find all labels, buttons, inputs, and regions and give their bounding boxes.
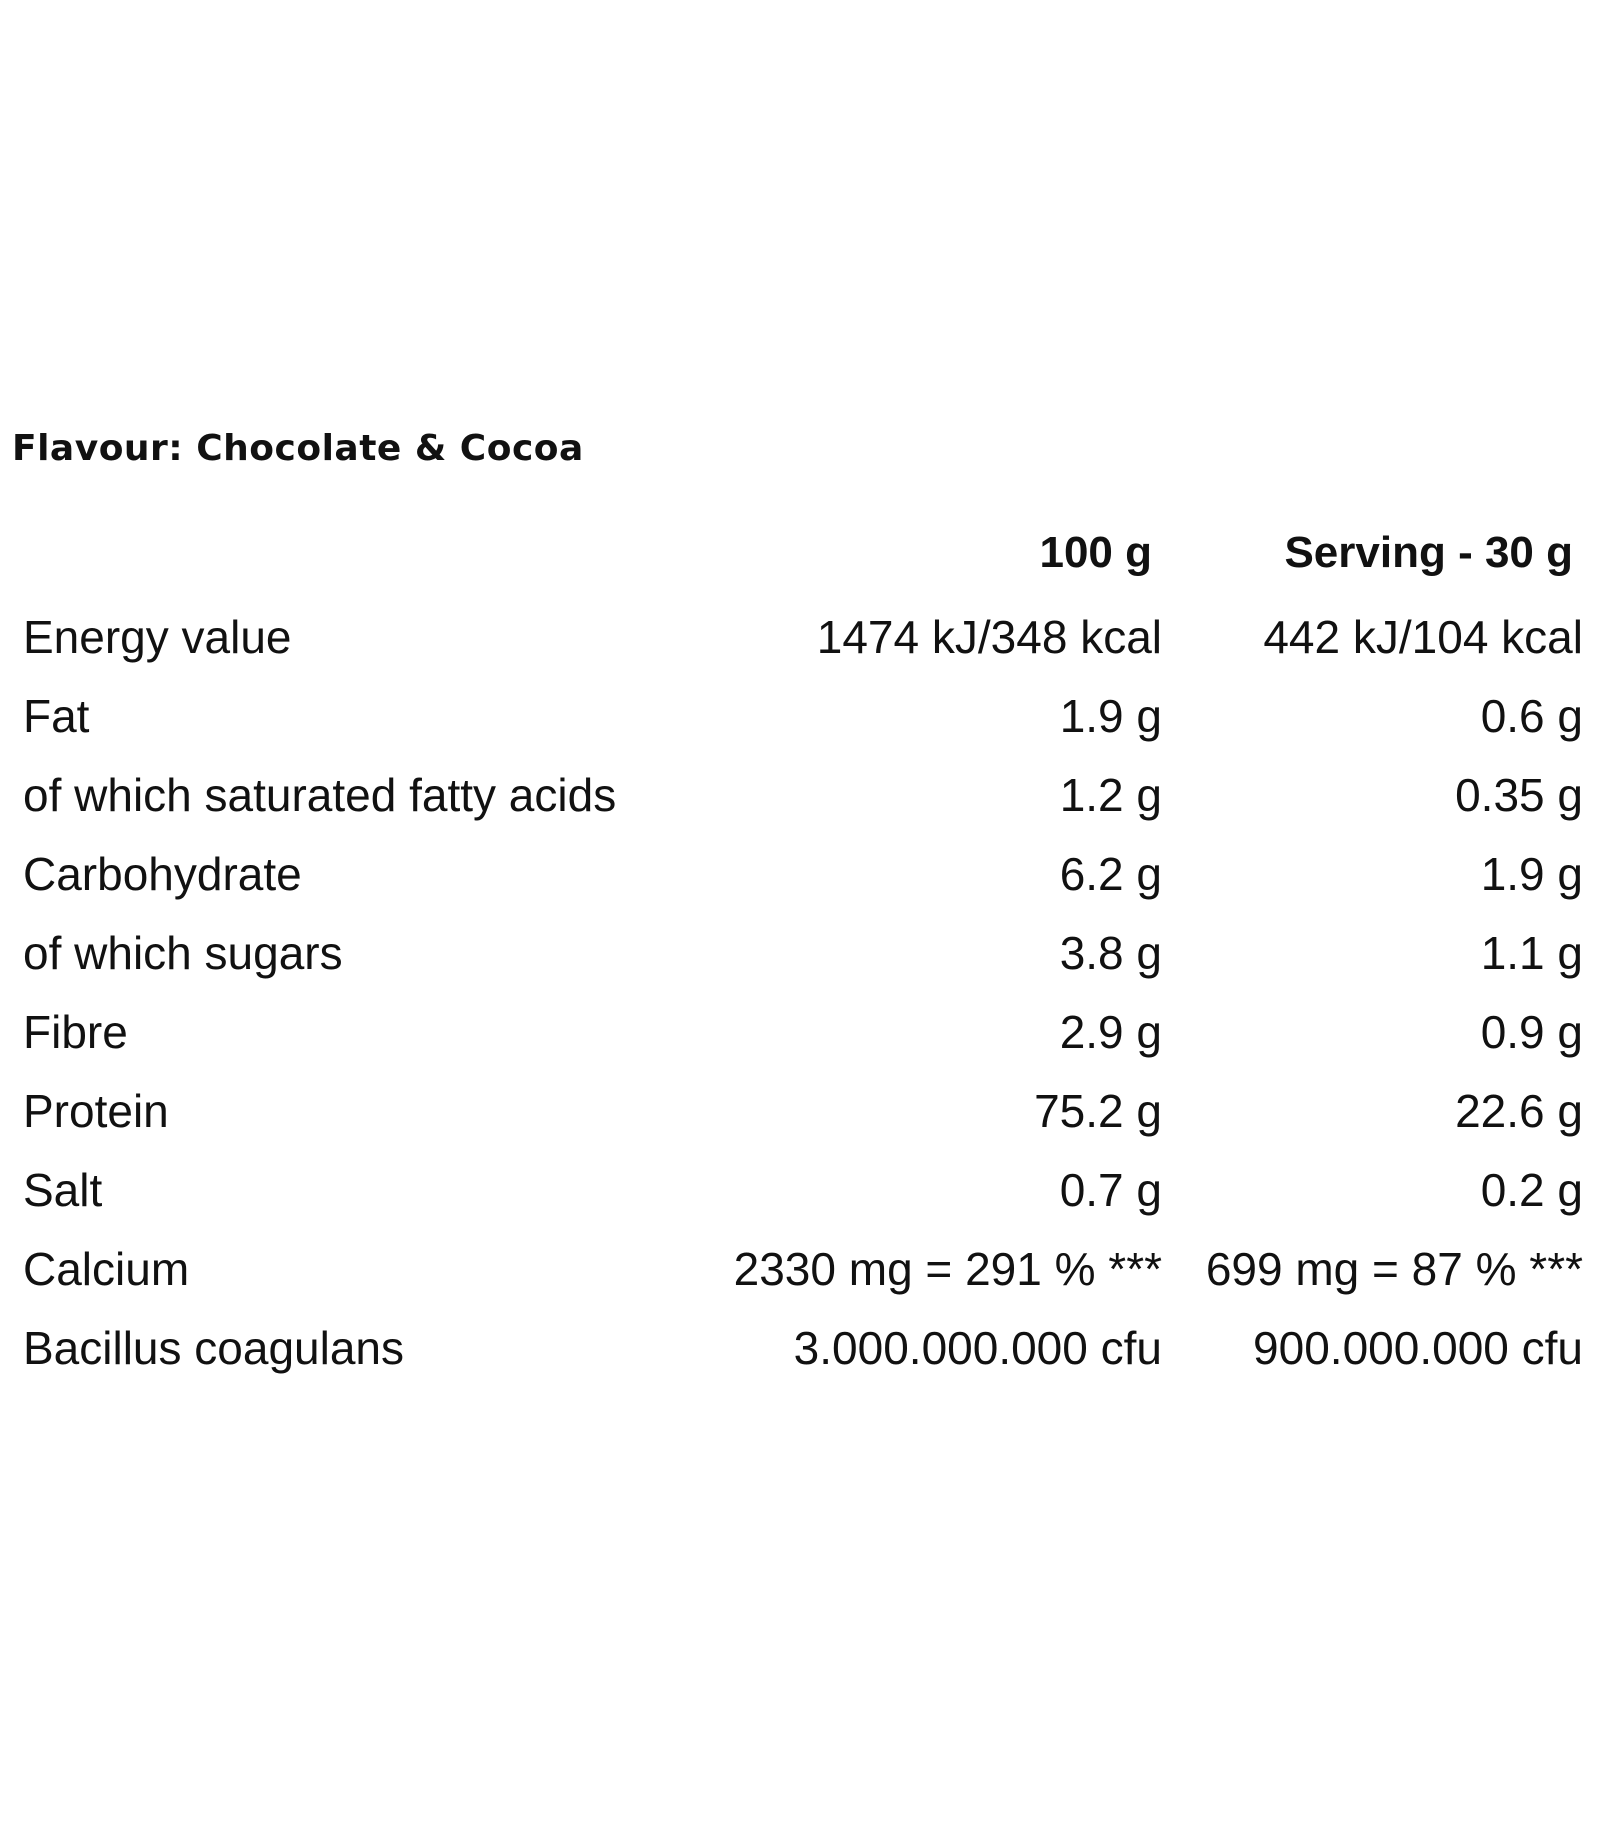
value-per-serving: 22.6 g bbox=[1455, 1085, 1583, 1137]
value-per-serving: 442 kJ/104 kcal bbox=[1263, 611, 1583, 663]
value-per-100g: 75.2 g bbox=[1034, 1085, 1162, 1137]
table-row bbox=[0, 598, 1600, 677]
nutrient-label: Fat bbox=[23, 690, 90, 742]
value-per-serving: 0.9 g bbox=[1480, 1006, 1583, 1058]
header-per-100g: 100 g bbox=[1039, 528, 1152, 577]
table-row bbox=[0, 1151, 1600, 1230]
nutrient-label: Fibre bbox=[23, 1006, 128, 1058]
value-per-serving: 1.9 g bbox=[1480, 848, 1583, 900]
nutrient-label: Energy value bbox=[23, 611, 292, 663]
value-per-100g: 2.9 g bbox=[1059, 1006, 1162, 1058]
value-per-100g: 0.7 g bbox=[1059, 1164, 1162, 1216]
nutrient-label: Bacillus coagulans bbox=[23, 1322, 405, 1374]
table-row bbox=[0, 835, 1600, 914]
nutrient-label: of which saturated fatty acids bbox=[23, 769, 617, 821]
value-per-100g: 1.2 g bbox=[1059, 769, 1162, 821]
table-row bbox=[0, 1072, 1600, 1151]
value-per-100g: 3.8 g bbox=[1059, 927, 1162, 979]
nutrition-table bbox=[0, 518, 1600, 1388]
value-per-100g: 6.2 g bbox=[1059, 848, 1162, 900]
table-header-row bbox=[0, 518, 1600, 588]
value-per-serving: 699 mg = 87 % *** bbox=[1205, 1243, 1583, 1295]
nutrient-label: Protein bbox=[23, 1085, 169, 1137]
flavour-title: Flavour: Chocolate & Cocoa bbox=[12, 428, 584, 469]
table-row bbox=[0, 914, 1600, 993]
value-per-serving: 900.000.000 cfu bbox=[1253, 1322, 1583, 1374]
table-row bbox=[0, 1230, 1600, 1309]
header-per-serving: Serving - 30 g bbox=[1284, 528, 1573, 577]
table-row bbox=[0, 756, 1600, 835]
nutrient-label: Salt bbox=[23, 1164, 103, 1216]
value-per-100g: 1.9 g bbox=[1059, 690, 1162, 742]
nutrient-label: Carbohydrate bbox=[23, 848, 302, 900]
table-row bbox=[0, 1309, 1600, 1388]
value-per-100g: 2330 mg = 291 % *** bbox=[733, 1243, 1162, 1295]
value-per-serving: 0.35 g bbox=[1455, 769, 1583, 821]
value-per-100g: 1474 kJ/348 kcal bbox=[816, 611, 1162, 663]
nutrient-label: Calcium bbox=[23, 1243, 190, 1295]
value-per-serving: 0.2 g bbox=[1480, 1164, 1583, 1216]
value-per-100g: 3.000.000.000 cfu bbox=[793, 1322, 1162, 1374]
table-row bbox=[0, 993, 1600, 1072]
value-per-serving: 1.1 g bbox=[1480, 927, 1583, 979]
value-per-serving: 0.6 g bbox=[1480, 690, 1583, 742]
table-row bbox=[0, 677, 1600, 756]
nutrient-label: of which sugars bbox=[23, 927, 343, 979]
